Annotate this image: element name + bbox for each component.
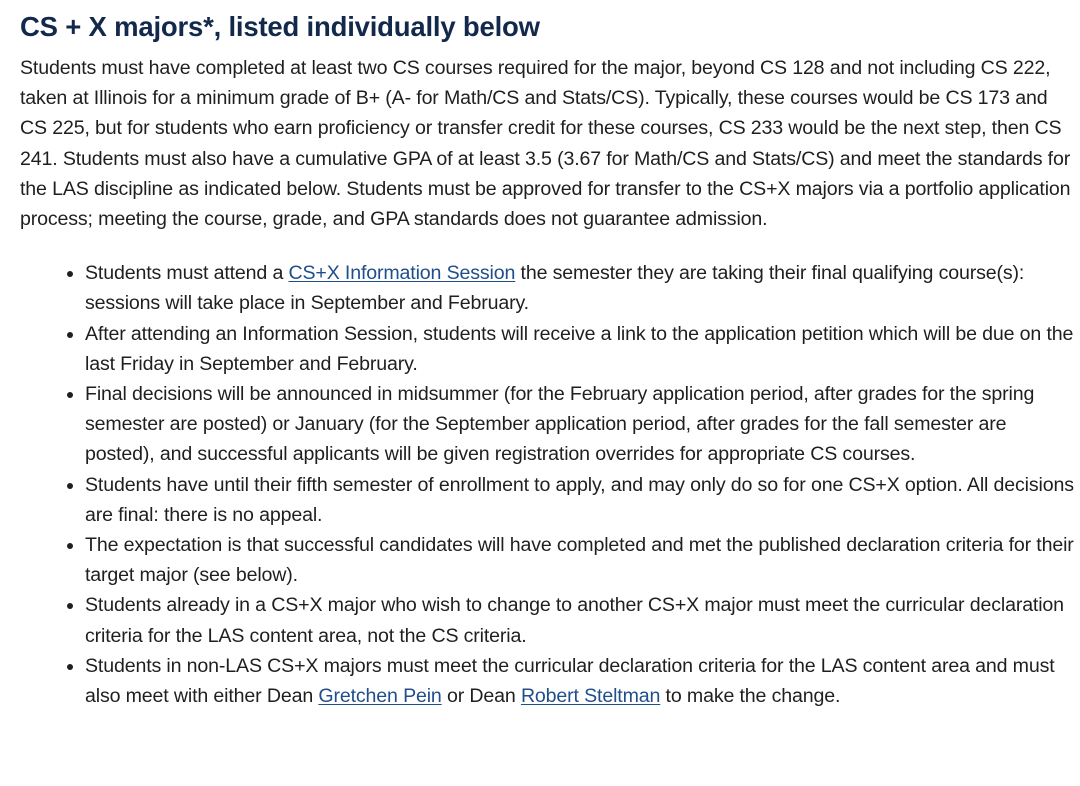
list-item-text: Students must attend a [85, 262, 289, 285]
list-item-application-petition: • After attending an Information Session, students will receive a link to the application petition which will be due on the last Friday in September and February. [85, 319, 1074, 379]
list-item-change-major: • Students already in a CS+X major who wish to change to another CS+X major must meet the curricular declaration criteria for the LAS content area, not the CS criteria. [85, 590, 1074, 650]
list-item-apply-deadline: • Students have until their fifth semester of enrollment to apply, and may only do so for one CS+X option. All decisions are final: there is no appeal. [85, 470, 1074, 530]
dean-steltman-link[interactable]: Robert Steltman [520, 685, 661, 708]
intro-paragraph: Students must have completed at least two CS courses required for the major, beyond CS 128 and not including CS 222, taken at Illinois for a minimum grade of B+ (A- for Math/CS and Stats/CS). Typically, these courses would be CS 173 and CS 225, but for students who earn proficiency or transfer credit for these courses, CS 233 would be the next step, then CS 241. Students must also have a cumulative GPA of at least 3.5 (3.67 for Math/CS and Stats/CS) and meet the standards for the LAS discipline as indicated below. Students must be approved for transfer to the CS+X majors via a portfolio application process; meeting the course, grade, and GPA standards does not guarantee admission. [20, 57, 1071, 231]
list-item-non-las [85, 651, 1074, 711]
list-item-text: Students in non-LAS CS+X majors must meet the curricular declaration criteria for the LAS content area and must also meet with either Dean [85, 654, 1055, 708]
section-heading: CS + X majors*, listed individually below [20, 11, 540, 42]
list-item-info-session [85, 258, 1074, 318]
info-session-link[interactable]: CS+X Information Session [288, 262, 516, 285]
list-item-text: to make the change. [660, 685, 841, 708]
list-item-text: or Dean [441, 685, 521, 708]
dean-pein-link[interactable]: Gretchen Pein [318, 685, 442, 708]
list-item-text: the semester they are taking their final qualifying course(s): sessions will take place in September and February. [85, 262, 1025, 315]
list-item-expectation: • The expectation is that successful candidates will have completed and met the published declaration criteria for their target major (see below). [85, 530, 1074, 590]
list-item-final-decisions: • Final decisions will be announced in midsummer (for the February application period, after grades for the spring semester are posted) or January (for the September application period, after grades for the fall semester are posted), and successful applicants will be given registration overrides for appropriate CS courses. [85, 379, 1074, 470]
requirements-list [20, 258, 1074, 711]
